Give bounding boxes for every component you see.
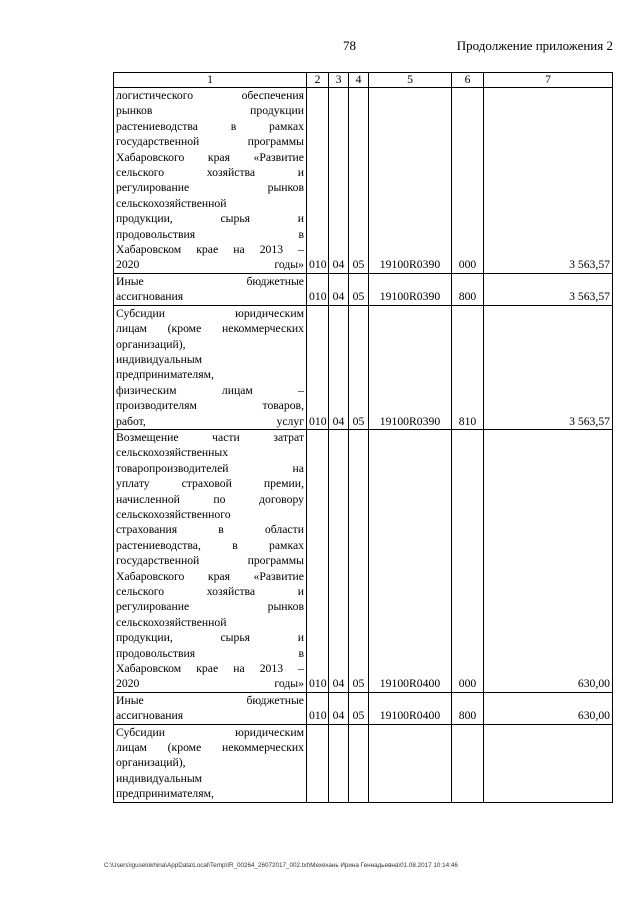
- expense-type-code: 800: [452, 692, 484, 724]
- table-row: [114, 88, 613, 274]
- description-line: индивидуальным: [116, 771, 203, 785]
- description-line: 2020 годы»: [116, 677, 304, 691]
- description-line: физическим лицам –: [116, 383, 304, 397]
- target-article-code: 19100R0400: [369, 692, 452, 724]
- grbs-code: 010: [307, 692, 329, 724]
- description-line: Хабаровского края «Развитие: [116, 569, 304, 583]
- grbs-code: 010: [307, 305, 329, 429]
- table-row: [114, 305, 613, 429]
- description-line: Хабаровском крае на 2013 –: [116, 243, 304, 257]
- table-row: [114, 429, 613, 692]
- row-description: [114, 692, 307, 724]
- description-line: сельскохозяйственной: [116, 196, 227, 210]
- description-line: регулирование рынков: [116, 600, 304, 614]
- description-line: предпринимателям,: [116, 368, 214, 382]
- continuation-note: Продолжение приложения 2: [456, 38, 613, 53]
- description-line: страхования в области: [116, 523, 304, 537]
- expense-type-code: 810: [452, 305, 484, 429]
- description-line: Возмещение части затрат: [116, 430, 304, 444]
- description-line: растениеводства в рамках: [116, 119, 304, 133]
- description-line: Иные бюджетные: [116, 693, 304, 707]
- section-code: 04: [329, 88, 349, 274]
- row-description: [114, 429, 307, 692]
- target-article-code: 19100R0400: [369, 429, 452, 692]
- section-code: 04: [329, 429, 349, 692]
- description-line: 2020 годы»: [116, 258, 304, 272]
- description-line: продукции, сырья и: [116, 212, 304, 226]
- description-line: растениеводства, в рамках: [116, 538, 304, 552]
- grbs-code: 010: [307, 88, 329, 274]
- target-article-code: 19100R0390: [369, 88, 452, 274]
- subsection-code: 05: [349, 273, 369, 305]
- description-line: логистического обеспечения: [116, 89, 304, 102]
- description-line: продукции, сырья и: [116, 631, 304, 645]
- description-line: лицам (кроме некоммерческих: [116, 741, 304, 755]
- description-line: предпринимателям,: [116, 787, 214, 801]
- table-row: [114, 273, 613, 305]
- description-line: товаропроизводителей на: [116, 461, 304, 475]
- target-article-code: 19100R0390: [369, 305, 452, 429]
- description-line: Хабаровском крае на 2013 –: [116, 662, 304, 676]
- description-line: ассигнования: [116, 709, 184, 723]
- grbs-code: [307, 724, 329, 802]
- description-line: государственной программы: [116, 554, 304, 568]
- column-header: 6: [452, 73, 484, 88]
- amount: 630,00: [484, 429, 613, 692]
- amount: 3 563,57: [484, 273, 613, 305]
- description-line: государственной программы: [116, 135, 304, 149]
- table-row: [114, 724, 613, 802]
- expense-type-code: 800: [452, 273, 484, 305]
- description-line: сельского хозяйства и: [116, 166, 304, 180]
- description-line: уплату страховой премии,: [116, 477, 304, 491]
- row-description: [114, 88, 307, 274]
- description-line: начисленной по договору: [116, 492, 304, 506]
- section-code: 04: [329, 305, 349, 429]
- section-code: [329, 724, 349, 802]
- column-header: 1: [114, 73, 307, 88]
- description-line: сельскохозяйственных: [116, 446, 229, 460]
- subsection-code: 05: [349, 305, 369, 429]
- page-number: 78: [343, 38, 356, 53]
- section-code: 04: [329, 692, 349, 724]
- amount: 3 563,57: [484, 88, 613, 274]
- file-path-footer: C:\Users\iguselokhina\AppData\Local\Temp\IR_00264_26072017_002.txt\Мехехань Ирина Геннадьевна\01.08.2017 10:14:46: [104, 862, 458, 869]
- row-description: [114, 273, 307, 305]
- description-line: Субсидии юридическим: [116, 306, 304, 320]
- description-line: ассигнования: [116, 290, 184, 304]
- target-article-code: 19100R0390: [369, 273, 452, 305]
- amount: 3 563,57: [484, 305, 613, 429]
- subsection-code: [349, 724, 369, 802]
- description-line: Субсидии юридическим: [116, 725, 304, 739]
- description-line: регулирование рынков: [116, 181, 304, 195]
- column-header: 2: [307, 73, 329, 88]
- description-line: производителям товаров,: [116, 399, 304, 413]
- description-line: лицам (кроме некоммерческих: [116, 322, 304, 336]
- column-header: 4: [349, 73, 369, 88]
- description-line: рынков продукции: [116, 104, 304, 118]
- budget-table: [113, 72, 613, 803]
- description-line: сельского хозяйства и: [116, 585, 304, 598]
- description-line: продовольствия в: [116, 646, 304, 660]
- column-header: 3: [329, 73, 349, 88]
- description-line: Иные бюджетные: [116, 274, 304, 288]
- amount: [484, 724, 613, 802]
- description-line: работ, услуг: [116, 414, 304, 428]
- table-row: [114, 692, 613, 724]
- expense-type-code: 000: [452, 88, 484, 274]
- expense-type-code: 000: [452, 429, 484, 692]
- expense-type-code: [452, 724, 484, 802]
- column-header-row: [114, 73, 613, 88]
- subsection-code: 05: [349, 88, 369, 274]
- column-header: 7: [484, 73, 613, 88]
- column-header: 5: [369, 73, 452, 88]
- row-description: [114, 305, 307, 429]
- target-article-code: [369, 724, 452, 802]
- subsection-code: 05: [349, 692, 369, 724]
- description-line: индивидуальным: [116, 352, 203, 366]
- subsection-code: 05: [349, 429, 369, 692]
- row-description: [114, 724, 307, 802]
- grbs-code: 010: [307, 429, 329, 692]
- description-line: Хабаровского края «Развитие: [116, 150, 304, 164]
- description-line: сельскохозяйственного: [116, 507, 231, 521]
- description-line: организаций),: [116, 337, 186, 351]
- amount: 630,00: [484, 692, 613, 724]
- grbs-code: 010: [307, 273, 329, 305]
- description-line: организаций),: [116, 756, 186, 770]
- section-code: 04: [329, 273, 349, 305]
- description-line: продовольствия в: [116, 227, 304, 241]
- description-line: сельскохозяйственной: [116, 615, 227, 629]
